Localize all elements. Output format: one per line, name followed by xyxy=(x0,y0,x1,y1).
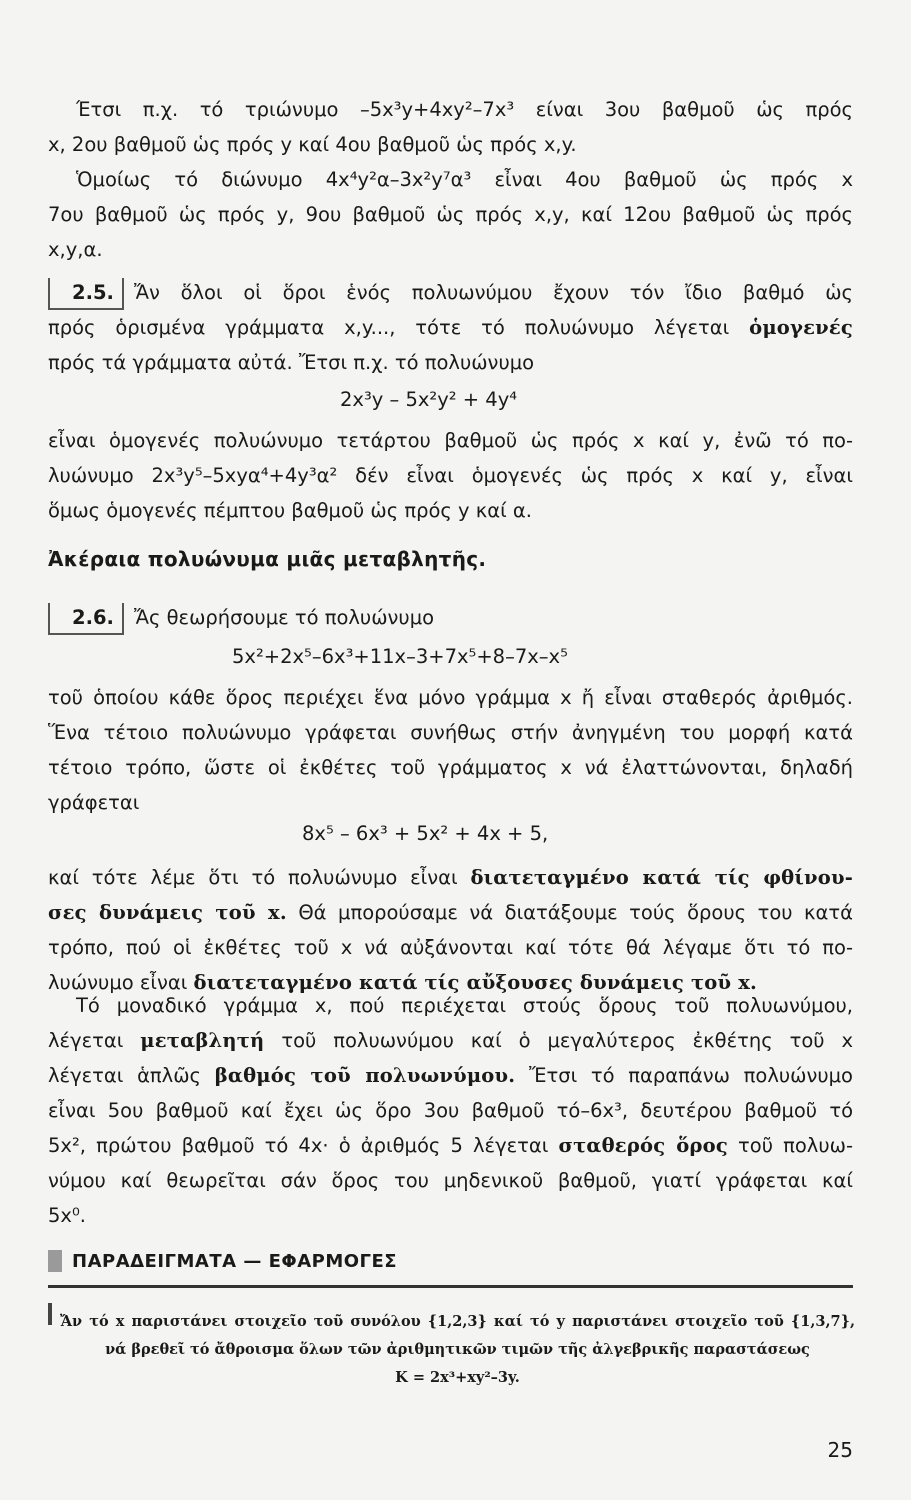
formula-homogeneous: 2x³y – 5x²y² + 4y⁴ xyxy=(340,388,518,411)
term-descending-order-end: σες δυνάμεις τοῦ x. xyxy=(48,901,287,924)
example-marker-icon xyxy=(48,1303,52,1325)
section-2-6-text xyxy=(48,680,853,820)
text-line: τρόπο, πού οἱ ἐκθέτες τοῦ x νά αὐξάνονται καί τότε θά λέγαμε ὅτι τό πο- xyxy=(48,936,853,959)
term-degree: βαθμός τοῦ πολυωνύμου. xyxy=(214,1064,516,1087)
term-homogeneous: ὁμογενές xyxy=(749,316,853,339)
text-line: τοῦ ὁποίου κάθε ὅρος περιέχει ἕνα μόνο γράμμα x ἤ εἶναι σταθερός ἀριθμός. xyxy=(48,686,853,709)
text-line: πρός ὁρισμένα γράμματα x,y..., τότε τό πολυώνυμο λέγεται ὁμογενές xyxy=(48,316,853,339)
paragraph-binomial-example xyxy=(48,162,853,267)
formula-unordered-polynomial: 5x²+2x⁵–6x³+11x–3+7x⁵+8–7x–x⁵ xyxy=(232,645,568,668)
text-line: σες δυνάμεις τοῦ x. Θά μπορούσαμε νά διατάξουμε τούς ὅρους του κατά xyxy=(48,901,853,924)
text-line: 5x², πρώτου βαθμοῦ τό 4x· ὁ ἀριθμός 5 λέγεται σταθερός ὅρος τοῦ πολυω- xyxy=(48,1134,853,1157)
term-descending-order: διατεταγμένο κατά τίς φθίνου- xyxy=(470,866,853,889)
text-line: 7ου βαθμοῦ ὡς πρός y, 9ου βαθμοῦ ὡς πρός x,y, καί 12ου βαθμοῦ ὡς πρός xyxy=(48,203,853,226)
section-2-6 xyxy=(48,600,853,635)
text-line: Ὁμοίως τό διώνυμο 4x⁴y²α–3x²y⁷α³ εἶναι 4ου βαθμοῦ ὡς πρός x xyxy=(76,168,853,191)
divider xyxy=(48,1285,853,1288)
formula-expression: K = 2x³+xy²–3y. xyxy=(395,1369,520,1386)
text-line: ὅμως ὁμογενές πέμπτου βαθμοῦ ὡς πρός y καί α. xyxy=(48,499,532,522)
text-line: x,y,α. xyxy=(48,238,103,261)
section-number: 2.6. xyxy=(48,603,124,635)
section-2-5 xyxy=(48,275,853,380)
section-2-6-ordering xyxy=(48,860,853,1000)
page-number: 25 xyxy=(827,1438,853,1462)
text-line: 2.6. Ἄς θεωρήσουμε τό πολυώνυμο xyxy=(48,600,853,635)
examples-heading xyxy=(48,1250,397,1272)
text-line: λέγεται ἁπλῶς βαθμός τοῦ πολυωνύμου. Ἔτσι τό παραπάνω πολυώνυμο xyxy=(48,1064,853,1087)
examples-heading-text: ΠΑΡΑΔΕΙΓΜΑΤΑ — ΕΦΑΡΜΟΓΕΣ xyxy=(72,1250,398,1272)
text-line: λυώνυμο 2x³y⁵–5xyα⁴+4y³α² δέν εἶναι ὁμογενές ὡς πρός x καί y, εἶναι xyxy=(48,464,853,487)
term-ascending-order: διατεταγμένο κατά τίς αὔξουσες δυνάμεις τοῦ x. xyxy=(193,971,758,994)
text-line: Τό μοναδικό γράμμα x, πού περιέχεται στούς ὅρους τοῦ πολυωνύμου, xyxy=(76,994,853,1017)
text-line: λέγεται μεταβλητή τοῦ πολυωνύμου καί ὁ μεγαλύτερος ἐκθέτης τοῦ x xyxy=(48,1029,853,1052)
text-line: Έτσι π.χ. τό τριώνυμο –5x³y+4xy²–7x³ είναι 3ου βαθμοῦ ὡς πρός xyxy=(76,98,853,121)
text-line: γράφεται xyxy=(48,791,140,814)
text-line: τέτοιο τρόπο, ὥστε οἱ ἐκθέτες τοῦ γράμματος x νά ἐλαττώνονται, δηλαδή xyxy=(48,756,853,779)
term-variable: μεταβλητή xyxy=(140,1029,265,1052)
text-line: Ἕνα τέτοιο πολυώνυμο γράφεται συνήθως στήν ἀνηγμένη του μορφή κατά xyxy=(48,721,853,744)
text-line: x, 2ου βαθμοῦ ὡς πρός y καί 4ου βαθμοῦ ὡς πρός x,y. xyxy=(48,133,577,156)
example-1 xyxy=(60,1308,855,1392)
text-line: νά βρεθεῖ τό ἄθροισμα ὅλων τῶν ἀριθμητικῶν τιμῶν τῆς ἀλγεβρικῆς παραστάσεως xyxy=(105,1341,810,1358)
paragraph-variable-degree xyxy=(48,988,853,1233)
section-2-5-continued xyxy=(48,423,853,528)
term-constant: σταθερός ὅρος xyxy=(558,1134,728,1157)
square-bullet-icon xyxy=(48,1250,62,1272)
text-line: 5x⁰. xyxy=(48,1204,86,1227)
subsection-heading: Ἀκέραια πολυώνυμα μιᾶς μεταβλητῆς. xyxy=(48,547,487,571)
formula-ordered-polynomial: 8x⁵ – 6x³ + 5x² + 4x + 5, xyxy=(302,822,549,845)
text-line: λυώνυμο εἶναι διατεταγμένο κατά τίς αὔξουσες δυνάμεις τοῦ x. xyxy=(48,971,758,994)
text-line: καί τότε λέμε ὅτι τό πολυώνυμο εἶναι διατεταγμένο κατά τίς φθίνου- xyxy=(48,866,853,889)
text-line: εἶναι 5ου βαθμοῦ καί ἔχει ὡς ὅρο 3ου βαθμοῦ τό–6x³, δευτέρου βαθμοῦ τό xyxy=(48,1099,853,1122)
text-line: εἶναι ὁμογενές πολυώνυμο τετάρτου βαθμοῦ ὡς πρός x καί y, ἐνῶ τό πο- xyxy=(48,429,853,452)
text-line: Ἄν τό x παριστάνει στοιχεῖο τοῦ συνόλου {1,2,3} καί τό y παριστάνει στοιχεῖο τοῦ {1,3,7}, xyxy=(60,1313,855,1330)
paragraph-trinomial-example xyxy=(48,92,853,162)
text-line: 2.5. Ἄν ὅλοι οἱ ὅροι ἑνός πολυωνύμου ἔχουν τόν ἴδιο βαθμό ὡς xyxy=(48,275,853,310)
text-line: νύμου καί θεωρεῖται σάν ὅρος του μηδενικοῦ βαθμοῦ, γιατί γράφεται καί xyxy=(48,1169,853,1192)
section-number: 2.5. xyxy=(48,278,124,310)
text-line: πρός τά γράμματα αὐτά. Ἔτσι π.χ. τό πολυώνυμο xyxy=(48,351,535,374)
